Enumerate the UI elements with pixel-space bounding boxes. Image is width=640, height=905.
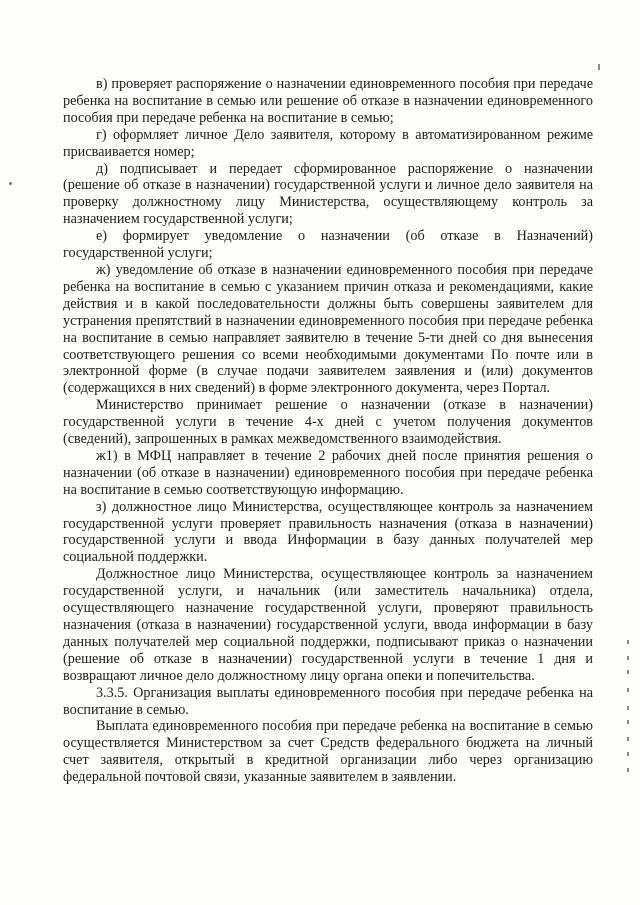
scan-artifact-edge [627,640,629,644]
scan-artifact-top [598,64,600,70]
paragraph-item-zh1: ж1) в МФЦ направляет в течение 2 рабочих дней после принятия решения о назначении (об отказе в назначении) единовременного пособия при передаче ребенка на воспитание в семью соответствующую информацию. [63,447,593,498]
paragraph-item-d: д) подписывает и передает сформированное распоряжение о назначении (решение об отказе в назначении) государственной услуги и личное дело заявителя на проверку должностному лицу Министерства, осуществляющему контроль за назначением государственной услуги; [63,160,593,228]
scan-artifact-edge [627,656,629,660]
section-heading-3-3-5: 3.3.5. Организация выплаты единовременного пособия при передаче ребенка на воспитание в семью. [63,684,593,718]
paragraph-official-check: Должностное лицо Министерства, осуществляющее контроль за назначением государственной услуги, и начальник (или заместитель начальника) отдела, осуществляющего назначение государственной услуги, проверяют правильность назначения (отказа в назначении) государственной услуги, ввода информации в базу данных получателей мер социальной поддержки, подписывают приказ о назначении (решение об отказе в назначении) государственной услуги в течение 1 дня и возвращают личное дело должностному лицу органа опеки и попечительства. [63,566,593,684]
paragraph-ministry-decision: Министерство принимает решение о назначении (отказе в назначении) государственной услуги в течение 4-х дней с учетом получения документов (сведений), запрошенных в рамках межведомственного взаимодействия. [63,397,593,448]
paragraph-item-z: з) должностное лицо Министерства, осуществляющее контроль за назначением государственной услуги проверяет правильность назначения (отказа в назначении) государственной услуги и ввода Информации в базу данных получателей мер социальной поддержки. [63,498,593,566]
document-body [63,76,593,786]
scan-artifact-edge [627,752,629,756]
paragraph-item-g: г) оформляет личное Дело заявителя, которому в автоматизированном режиме присваивается номер; [63,126,593,160]
scan-artifact-edge [627,720,629,724]
scan-artifact-edge [627,737,629,741]
paragraph-item-v: в) проверяет распоряжение о назначении единовременного пособия при передаче ребенка на воспитание в семью или решение об отказе в назначении единовременного пособия при передаче ребенка на воспитание в семью; [63,76,593,126]
scan-artifact-dot [9,182,12,185]
paragraph-item-zh: ж) уведомление об отказе в назначении единовременного пособия при передаче ребенка на воспитание в семью с указанием причин отказа и рекомендациями, какие действия и в какой последовательности должны быть совершены заявителем для устранения препятствий в назначении единовременного пособия при передаче ребенка на воспитание в семью направляет заявителю в течение 5-ти дней со дня вынесения соответствующего решения со всеми необходимыми документами По почте или в электронной форме (в случае подачи заявителем заявления и (или) документов (содержащихся в них сведений) в форме электронного документа, через Портал. [63,261,593,397]
scan-artifact-edge [627,706,629,710]
scan-artifact-edge [627,688,629,692]
paragraph-item-e: е) формирует уведомление о назначении (об отказе в Назначений) государственной услуги; [63,228,593,262]
scan-artifact-edge [627,670,629,674]
scan-artifact-edge [627,768,629,772]
paragraph-payment: Выплата единовременного пособия при передаче ребенка на воспитание в семью осуществляется Министерством за счет Средств федерального бюджета на личный счет заявителя, открытый в кредитной организации либо через организацию федеральной почтовой связи, указанные заявителем в заявлении. [63,718,593,786]
